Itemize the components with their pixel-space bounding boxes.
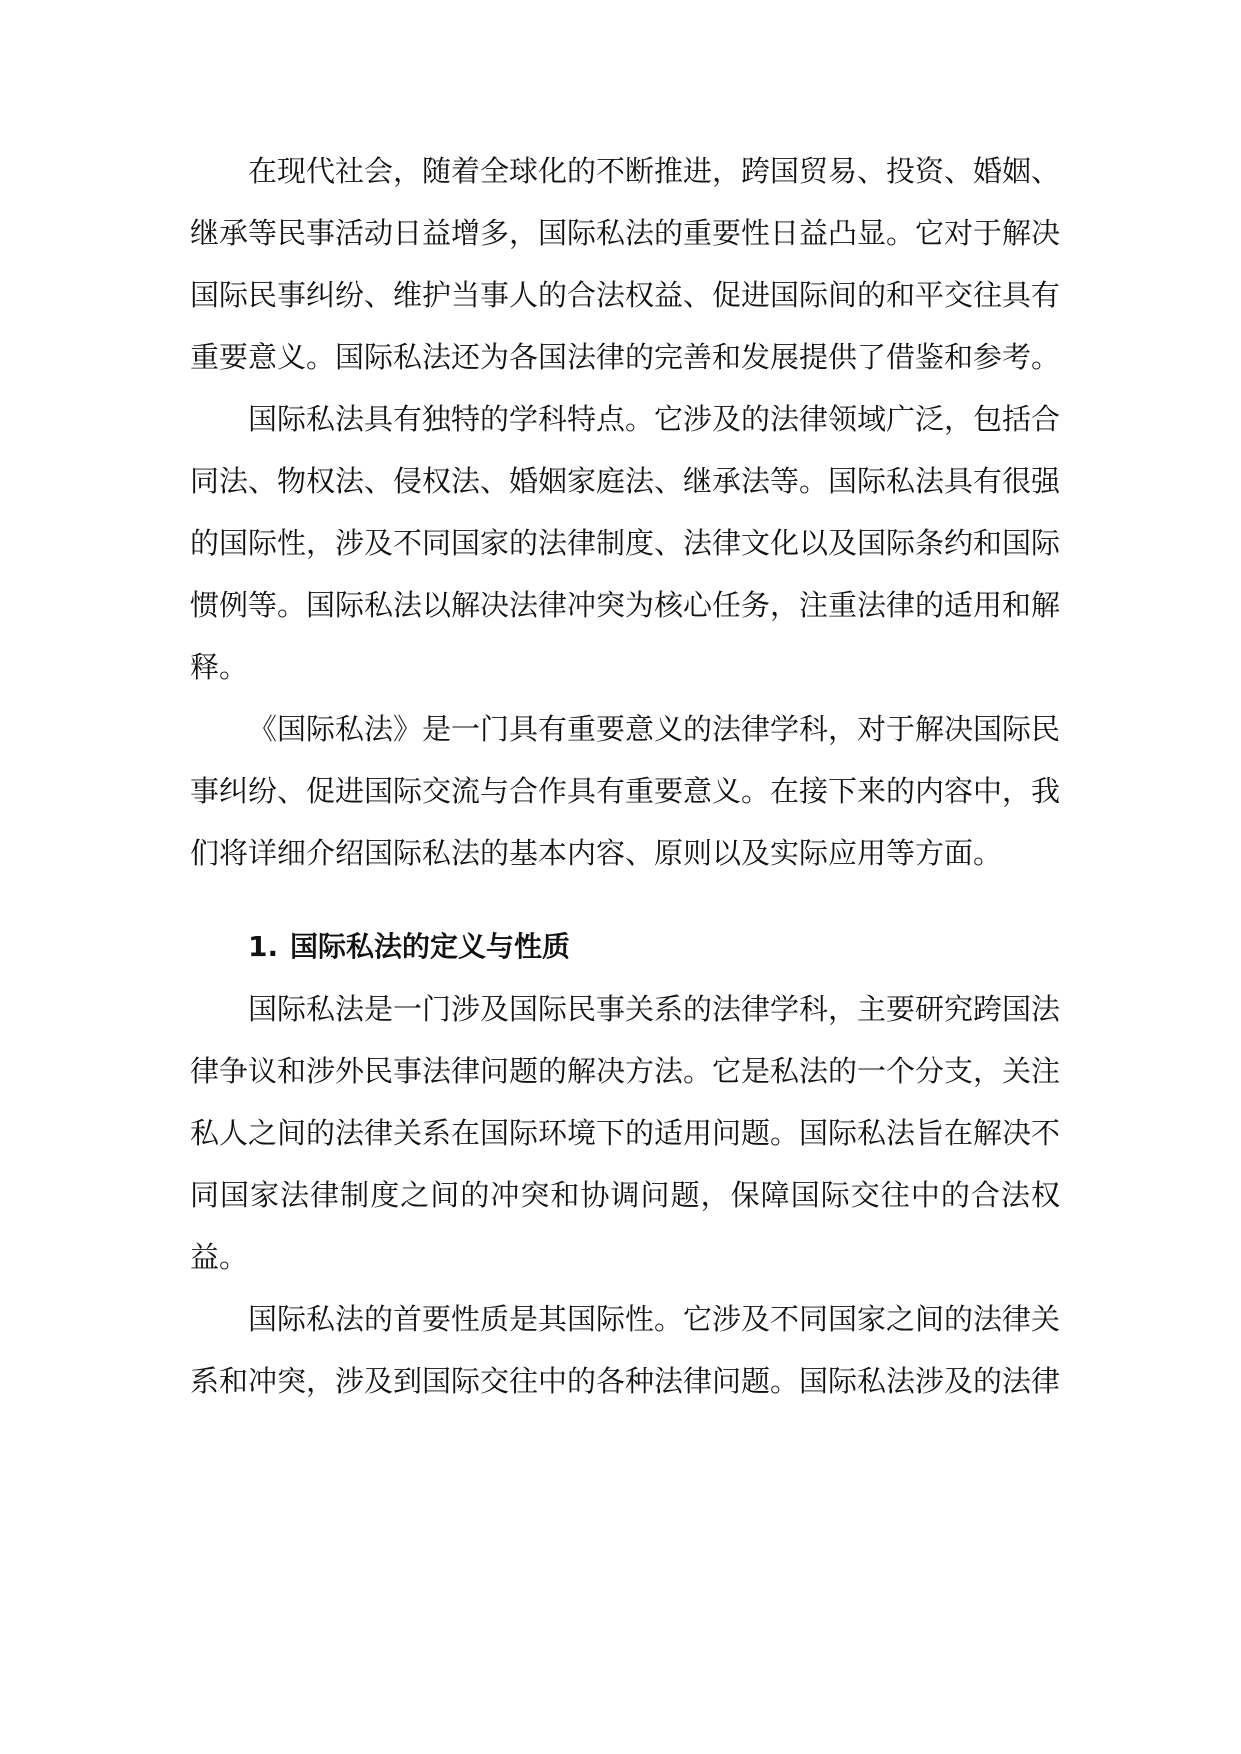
intro-paragraph-3: 《国际私法》是一门具有重要意义的法律学科，对于解决国际民事纠纷、促进国际交流与合作具有重要意义。在接下来的内容中，我们将详细介绍国际私法的基本内容、原则以及实际应用等方面。 — [190, 712, 1061, 870]
document-body — [190, 140, 1060, 1412]
intro-paragraph-2: 国际私法具有独特的学科特点。它涉及的法律领域广泛，包括合同法、物权法、侵权法、婚姻家庭法、继承法等。国际私法具有很强的国际性，涉及不同国家的法律制度、法律文化以及国际条约和国际惯例等。国际私法以解决法律冲突为核心任务，注重法律的适用和解释。 — [190, 402, 1061, 684]
section-paragraph-2: 国际私法的首要性质是其国际性。它涉及不同国家之间的法律关系和冲突，涉及到国际交往中的各种法律问题。国际私法涉及的法律 — [190, 1302, 1061, 1398]
section-number: 1. — [248, 930, 279, 963]
intro-paragraph-1: 在现代社会，随着全球化的不断推进，跨国贸易、投资、婚姻、继承等民事活动日益增多，国际私法的重要性日益凸显。它对于解决国际民事纠纷、维护当事人的合法权益、促进国际间的和平交往具有重要意义。国际私法还为各国法律的完善和发展提供了借鉴和参考。 — [190, 154, 1061, 374]
section-heading — [190, 916, 1060, 978]
section-paragraph-1: 国际私法是一门涉及国际民事关系的法律学科，主要研究跨国法律争议和涉外民事法律问题的解决方法。它是私法的一个分支，关注私人之间的法律关系在国际环境下的适用问题。国际私法旨在解决不同国家法律制度之间的冲突和协调问题，保障国际交往中的合法权益。 — [190, 992, 1061, 1274]
section-title: 国际私法的定义与性质 — [290, 930, 571, 963]
